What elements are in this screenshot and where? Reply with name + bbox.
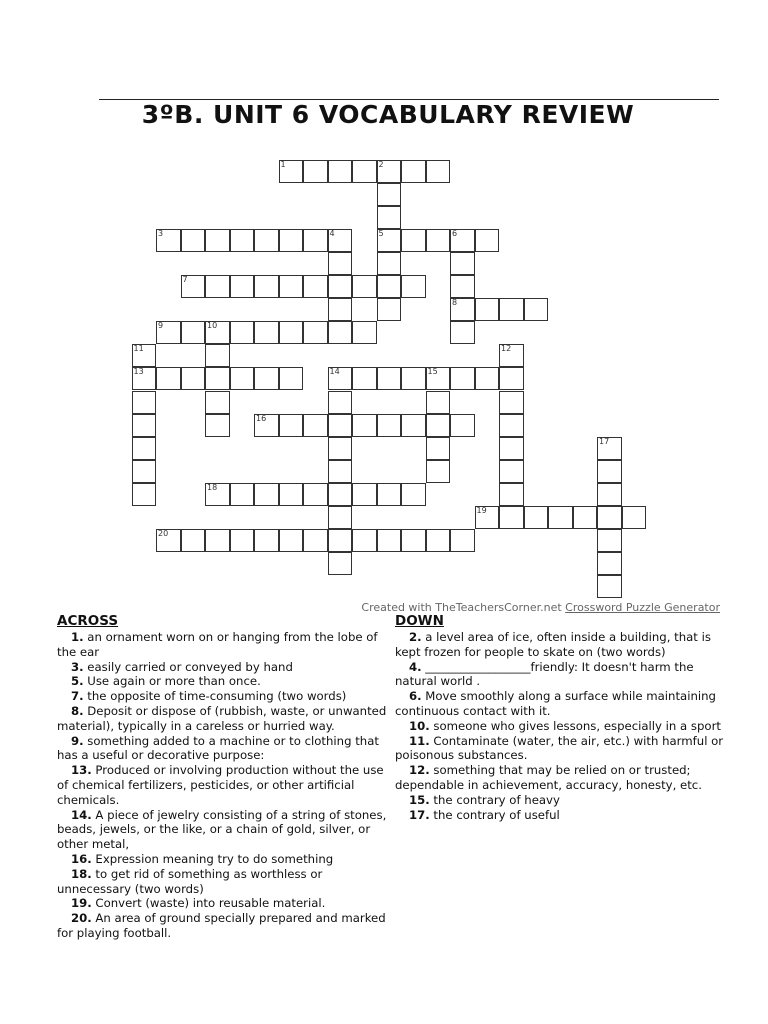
crossword-cell[interactable] — [230, 367, 255, 390]
clue-number: 10. — [409, 718, 430, 733]
cell-number: 8 — [452, 298, 458, 308]
crossword-cell[interactable] — [328, 529, 353, 552]
across-heading: ACROSS — [57, 613, 119, 629]
crossword-cell[interactable] — [254, 229, 279, 252]
crossword-cell[interactable] — [352, 483, 377, 506]
clue-number: 3. — [71, 659, 84, 674]
crossword-cell[interactable] — [352, 414, 377, 437]
crossword-cell[interactable] — [499, 298, 524, 321]
crossword-cell[interactable] — [573, 506, 598, 529]
crossword-cell[interactable] — [475, 506, 500, 529]
crossword-cell[interactable] — [156, 321, 181, 344]
crossword-cell[interactable] — [132, 437, 157, 460]
crossword-cell[interactable] — [450, 275, 475, 298]
clue-number: 1. — [71, 630, 84, 644]
crossword-cell[interactable] — [377, 275, 402, 298]
down-clue — [395, 734, 725, 764]
down-list — [395, 630, 725, 822]
across-clue — [57, 808, 387, 852]
across-clue — [57, 867, 387, 897]
across-clue — [57, 674, 387, 689]
crossword-cell[interactable] — [181, 321, 206, 344]
crossword-cell[interactable] — [499, 437, 524, 460]
cell-number: 5 — [378, 228, 384, 238]
crossword-cell[interactable] — [279, 229, 304, 252]
crossword-cell[interactable] — [622, 506, 647, 529]
crossword-cell[interactable] — [303, 529, 328, 552]
crossword-cell[interactable] — [450, 414, 475, 437]
clue-text: someone who gives lessons, especially in a sport — [429, 718, 721, 733]
crossword-cell[interactable] — [181, 275, 206, 298]
clue-number: 20. — [71, 911, 92, 926]
down-clue — [395, 808, 725, 823]
clue-number: 14. — [71, 807, 92, 822]
down-clue — [395, 719, 725, 734]
crossword-cell[interactable] — [524, 506, 549, 529]
crossword-cell[interactable] — [328, 275, 353, 298]
clue-text: Deposit or dispose of (rubbish, waste, or unwanted material), typically in a careless or hurried way. — [57, 703, 387, 733]
crossword-cell[interactable] — [205, 391, 230, 414]
crossword-cell[interactable] — [597, 575, 622, 598]
down-clue — [395, 793, 725, 808]
crossword-cell[interactable] — [499, 391, 524, 414]
crossword-cell[interactable] — [597, 552, 622, 575]
across-list — [57, 630, 387, 941]
cell-number: 12 — [501, 344, 512, 354]
clue-text: An area of ground specially prepared and marked for playing football. — [57, 911, 386, 940]
crossword-cell[interactable] — [426, 367, 451, 390]
cell-number: 18 — [207, 482, 218, 492]
crossword-cell[interactable] — [450, 529, 475, 552]
crossword-cell[interactable] — [426, 160, 451, 183]
clue-text: to get rid of something as worthless or unnecessary (two words) — [57, 866, 323, 896]
crossword-cell[interactable] — [132, 367, 157, 390]
crossword-cell[interactable] — [450, 252, 475, 275]
clue-text: the opposite of time-consuming (two words) — [83, 689, 347, 704]
crossword-cell[interactable] — [205, 275, 230, 298]
crossword-cell[interactable] — [377, 298, 402, 321]
crossword-cell[interactable] — [377, 206, 402, 229]
crossword-cell[interactable] — [328, 414, 353, 437]
clue-text: Expression meaning try to do something — [91, 851, 334, 866]
cell-number: 14 — [329, 367, 340, 377]
crossword-cell[interactable] — [205, 321, 230, 344]
clue-text: the contrary of heavy — [429, 792, 560, 807]
down-heading: DOWN — [395, 613, 444, 629]
crossword-cell[interactable] — [205, 483, 230, 506]
crossword-cell[interactable] — [377, 414, 402, 437]
clue-text: Produced or involving production without the use of chemical fertilizers, pesticides, or other artificial chemicals. — [57, 763, 384, 807]
cell-number: 6 — [452, 228, 458, 238]
crossword-cell[interactable] — [450, 367, 475, 390]
crossword-cell[interactable] — [597, 437, 622, 460]
crossword-cell[interactable] — [181, 229, 206, 252]
crossword-cell[interactable] — [328, 552, 353, 575]
crossword-cell[interactable] — [401, 414, 426, 437]
crossword-cell[interactable] — [328, 391, 353, 414]
crossword-cell[interactable] — [279, 414, 304, 437]
clue-number: 15. — [409, 792, 430, 807]
crossword-cell[interactable] — [377, 252, 402, 275]
cell-number: 13 — [133, 367, 144, 377]
crossword-cell[interactable] — [328, 252, 353, 275]
credit-text: Created with TheTeachersCorner.net — [361, 601, 566, 614]
down-clue — [395, 630, 725, 660]
crossword-cell[interactable] — [303, 275, 328, 298]
crossword-cell[interactable] — [205, 367, 230, 390]
cell-number: 1 — [280, 159, 286, 169]
clue-text: Contaminate (water, the air, etc.) with harmful or poisonous substances. — [395, 733, 724, 763]
clue-text: something that may be relied on or trusted; dependable in achievement, accuracy, honesty, etc. — [395, 763, 702, 792]
down-clue — [395, 763, 725, 793]
crossword-cell[interactable] — [450, 298, 475, 321]
crossword-cell[interactable] — [303, 414, 328, 437]
crossword-cell[interactable] — [303, 160, 328, 183]
credit-link[interactable]: Crossword Puzzle Generator — [565, 601, 720, 614]
crossword-cell[interactable] — [450, 321, 475, 344]
clue-text: A piece of jewelry consisting of a string of stones, beads, jewels, or the like, or a chain of gold, silver, or other metal, — [57, 807, 387, 852]
crossword-cell[interactable] — [254, 414, 279, 437]
crossword-cell[interactable] — [254, 275, 279, 298]
crossword-cell[interactable] — [499, 483, 524, 506]
crossword-cell[interactable] — [230, 275, 255, 298]
crossword-cell[interactable] — [230, 483, 255, 506]
crossword-cell[interactable] — [279, 160, 304, 183]
crossword-cell[interactable] — [132, 483, 157, 506]
crossword-cell[interactable] — [548, 506, 573, 529]
crossword-cell[interactable] — [426, 391, 451, 414]
cell-number: 15 — [427, 367, 438, 377]
crossword-cell[interactable] — [524, 298, 549, 321]
crossword-cell[interactable] — [254, 483, 279, 506]
crossword-cell[interactable] — [132, 344, 157, 367]
crossword-cell[interactable] — [254, 529, 279, 552]
crossword-cell[interactable] — [426, 437, 451, 460]
cell-number: 16 — [256, 413, 267, 423]
cell-number: 9 — [158, 321, 164, 331]
crossword-cell[interactable] — [328, 298, 353, 321]
cell-number: 20 — [158, 529, 169, 539]
cell-number: 3 — [158, 228, 164, 238]
crossword-cell[interactable] — [205, 414, 230, 437]
crossword-cell[interactable] — [328, 483, 353, 506]
clue-text: Convert (waste) into reusable material. — [91, 896, 326, 911]
crossword-cell[interactable] — [230, 529, 255, 552]
down-clue — [395, 689, 725, 719]
clue-text: an ornament worn on or hanging from the lobe of the ear — [57, 630, 378, 659]
crossword-cell[interactable] — [377, 229, 402, 252]
crossword-cell[interactable] — [156, 367, 181, 390]
across-clues — [57, 613, 387, 941]
across-clue — [57, 896, 387, 911]
cell-number: 7 — [182, 275, 188, 284]
across-clue — [57, 734, 387, 764]
clue-text: the contrary of useful — [429, 807, 560, 822]
crossword-cell[interactable] — [352, 529, 377, 552]
clue-number: 4. — [409, 659, 422, 674]
across-clue — [57, 660, 387, 675]
across-clue — [57, 852, 387, 867]
crossword-cell[interactable] — [426, 414, 451, 437]
crossword-cell[interactable] — [426, 460, 451, 483]
across-clue — [57, 763, 387, 807]
crossword-cell[interactable] — [303, 229, 328, 252]
crossword-cell[interactable] — [475, 229, 500, 252]
clue-number: 9. — [71, 733, 84, 748]
clue-number: 6. — [409, 689, 422, 704]
crossword-cell[interactable] — [279, 321, 304, 344]
crossword-cell[interactable] — [597, 483, 622, 506]
clue-number: 11. — [409, 733, 430, 748]
clue-number: 8. — [71, 703, 84, 718]
crossword-cell[interactable] — [401, 229, 426, 252]
crossword-cell[interactable] — [328, 506, 353, 529]
crossword-cell[interactable] — [499, 414, 524, 437]
crossword-cell[interactable] — [205, 344, 230, 367]
crossword-cell[interactable] — [597, 460, 622, 483]
crossword-cell[interactable] — [205, 529, 230, 552]
crossword-cell[interactable] — [499, 506, 524, 529]
crossword-cell[interactable] — [426, 529, 451, 552]
crossword-cell[interactable] — [377, 160, 402, 183]
across-clue — [57, 911, 387, 941]
clue-text: something added to a machine or to clothing that has a useful or decorative purpose: — [57, 733, 379, 763]
crossword-cell[interactable] — [499, 460, 524, 483]
crossword-cell[interactable] — [475, 298, 500, 321]
crossword-cell[interactable] — [401, 275, 426, 298]
crossword-cell[interactable] — [377, 483, 402, 506]
cell-number: 17 — [599, 436, 610, 446]
crossword-cell[interactable] — [401, 160, 426, 183]
down-clue — [395, 660, 725, 690]
crossword-cell[interactable] — [328, 367, 353, 390]
cell-number: 2 — [378, 159, 384, 169]
crossword-cell[interactable] — [132, 391, 157, 414]
crossword-cell[interactable] — [377, 529, 402, 552]
down-clues — [395, 613, 725, 822]
clue-number: 17. — [409, 807, 430, 822]
crossword-cell[interactable] — [181, 367, 206, 390]
clue-number: 7. — [71, 689, 84, 704]
clue-number: 13. — [71, 763, 92, 778]
clue-number: 5. — [71, 674, 84, 689]
cell-number: 11 — [133, 344, 144, 354]
crossword-cell[interactable] — [132, 414, 157, 437]
clue-text: Move smoothly along a surface while maintaining continuous contact with it. — [395, 689, 716, 718]
crossword-cell[interactable] — [279, 483, 304, 506]
crossword-cell[interactable] — [303, 483, 328, 506]
crossword-cell[interactable] — [279, 367, 304, 390]
clue-number: 12. — [409, 763, 430, 778]
clue-number: 16. — [71, 851, 92, 866]
crossword-cell[interactable] — [328, 160, 353, 183]
crossword-cell[interactable] — [352, 160, 377, 183]
crossword-cell[interactable] — [230, 229, 255, 252]
crossword-cell[interactable] — [279, 529, 304, 552]
clue-number: 2. — [409, 630, 422, 644]
crossword-cell[interactable] — [230, 321, 255, 344]
crossword-cell[interactable] — [156, 529, 181, 552]
clue-number: 19. — [71, 896, 92, 911]
crossword-cell[interactable] — [377, 367, 402, 390]
crossword-cell[interactable] — [254, 367, 279, 390]
crossword-cell[interactable] — [156, 229, 181, 252]
across-clue — [57, 689, 387, 704]
crossword-cell[interactable] — [499, 367, 524, 390]
crossword-cell[interactable] — [279, 275, 304, 298]
crossword-cell[interactable] — [328, 321, 353, 344]
crossword-cell[interactable] — [303, 321, 328, 344]
crossword-cell[interactable] — [181, 529, 206, 552]
crossword-cell[interactable] — [328, 437, 353, 460]
cell-number: 4 — [329, 228, 335, 238]
cell-number: 10 — [207, 321, 218, 331]
clue-text: __________________friendly: It doesn't harm the natural world . — [395, 659, 694, 689]
crossword-cell[interactable] — [401, 529, 426, 552]
crossword-cell[interactable] — [254, 321, 279, 344]
crossword-cell[interactable] — [132, 460, 157, 483]
crossword-cell[interactable] — [597, 529, 622, 552]
crossword-cell[interactable] — [352, 321, 377, 344]
crossword-cell[interactable] — [328, 229, 353, 252]
clue-text: easily carried or conveyed by hand — [83, 659, 293, 674]
crossword-cell[interactable] — [352, 367, 377, 390]
page-title: 3ºB. UNIT 6 VOCABULARY REVIEW — [141, 100, 635, 129]
across-clue — [57, 704, 387, 734]
across-clue — [57, 630, 387, 660]
crossword-cell[interactable] — [377, 183, 402, 206]
clue-number: 18. — [71, 866, 92, 881]
crossword-cell[interactable] — [597, 506, 622, 529]
crossword-cell[interactable] — [205, 229, 230, 252]
crossword-cell[interactable] — [450, 229, 475, 252]
clue-text: Use again or more than once. — [83, 674, 261, 689]
crossword-cell[interactable] — [499, 344, 524, 367]
crossword-cell[interactable] — [426, 229, 451, 252]
crossword-cell[interactable] — [475, 367, 500, 390]
cell-number: 19 — [476, 506, 487, 515]
crossword-cell[interactable] — [352, 275, 377, 298]
clue-text: a level area of ice, often inside a building, that is kept frozen for people to skate on (two words) — [395, 630, 711, 659]
crossword-cell[interactable] — [401, 367, 426, 390]
crossword-cell[interactable] — [328, 460, 353, 483]
crossword-cell[interactable] — [401, 483, 426, 506]
